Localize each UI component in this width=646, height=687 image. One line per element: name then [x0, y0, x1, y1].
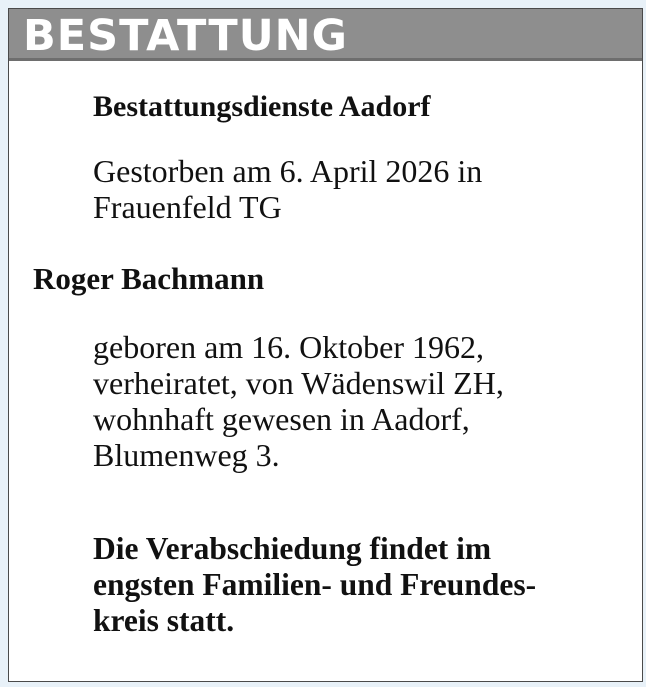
farewell-line: engsten Familien- und Freundes-: [93, 567, 537, 602]
obituary-notice: [8, 8, 643, 682]
death-info-line: Frauenfeld TG: [93, 189, 282, 225]
header-bar: [9, 9, 642, 61]
organization-name: Bestattungsdienste Aadorf: [93, 90, 431, 123]
biography-line: geboren am 16. Oktober 1962,: [93, 329, 485, 365]
biography: [93, 329, 504, 473]
deceased-name: Roger Bachmann: [33, 261, 265, 296]
farewell-line: Die Verabschiedung findet im: [93, 531, 492, 566]
biography-line: verheiratet, von Wädenswil ZH,: [93, 365, 504, 401]
biography-line: Blumenweg 3.: [93, 437, 280, 473]
section-title: BESTATTUNG: [23, 11, 348, 61]
farewell-line: kreis statt.: [93, 603, 235, 638]
death-info: [93, 153, 482, 225]
farewell-statement: [93, 531, 536, 639]
biography-line: wohnhaft gewesen in Aadorf,: [93, 401, 470, 437]
death-info-line: Gestorben am 6. April 2026 in: [93, 153, 483, 189]
